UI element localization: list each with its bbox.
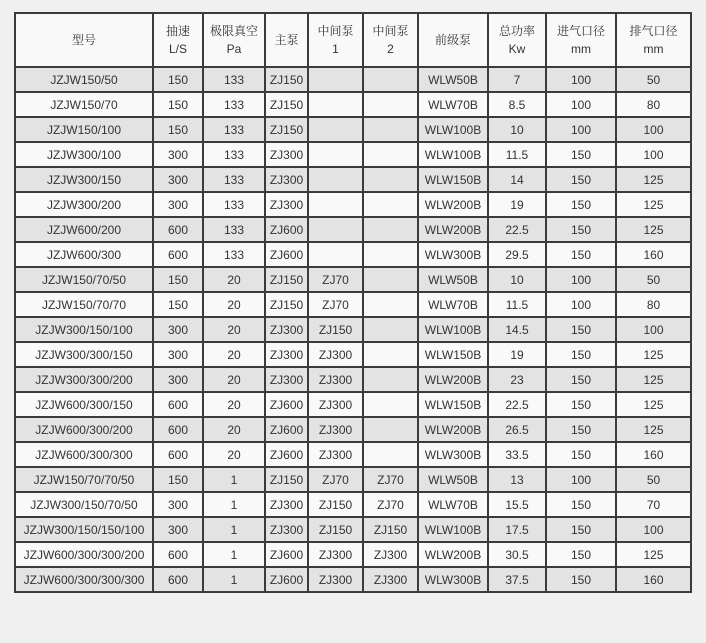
table-cell: 125 [616, 367, 691, 392]
table-cell: 600 [153, 542, 203, 567]
table-cell: WLW50B [418, 267, 488, 292]
table-cell: WLW200B [418, 542, 488, 567]
table-cell: ZJ300 [308, 442, 363, 467]
table-cell [363, 292, 418, 317]
table-row [15, 392, 691, 417]
table-cell: WLW100B [418, 517, 488, 542]
table-cell: ZJ300 [308, 367, 363, 392]
column-header-label: 总功率 [498, 24, 535, 38]
column-header-label: 主泵 [274, 33, 299, 47]
table-cell: JZJW300/150/70/50 [15, 492, 153, 517]
table-cell: 133 [203, 92, 265, 117]
column-header-unit: mm [643, 42, 664, 56]
table-cell: 11.5 [488, 142, 546, 167]
table-cell: 37.5 [488, 567, 546, 592]
table-cell: WLW50B [418, 67, 488, 92]
column-header-unit: Kw [508, 42, 526, 56]
table-cell [308, 192, 363, 217]
table-cell: 22.5 [488, 392, 546, 417]
table-cell: 100 [546, 117, 616, 142]
table-row [15, 342, 691, 367]
table-cell: 300 [153, 167, 203, 192]
table-cell: 300 [153, 492, 203, 517]
table-cell: JZJW150/70/70/50 [15, 467, 153, 492]
table-cell: 11.5 [488, 292, 546, 317]
table-cell: 1 [203, 517, 265, 542]
table-cell: 1 [203, 542, 265, 567]
table-cell: JZJW600/300/300/200 [15, 542, 153, 567]
table-cell [363, 392, 418, 417]
table-cell: ZJ70 [308, 267, 363, 292]
table-cell: 100 [616, 117, 691, 142]
table-cell: 125 [616, 417, 691, 442]
table-cell: JZJW300/300/200 [15, 367, 153, 392]
table-cell: ZJ300 [265, 142, 308, 167]
table-cell: JZJW150/70/50 [15, 267, 153, 292]
table-cell: JZJW150/70/70 [15, 292, 153, 317]
table-cell: JZJW600/200 [15, 217, 153, 242]
table-cell [363, 142, 418, 167]
table-cell: 14.5 [488, 317, 546, 342]
table-cell [308, 242, 363, 267]
table-row [15, 92, 691, 117]
pump-spec-table [14, 12, 692, 593]
table-row [15, 467, 691, 492]
table-cell [363, 242, 418, 267]
table-cell: 150 [546, 317, 616, 342]
table-cell: 1 [203, 567, 265, 592]
table-cell: 133 [203, 142, 265, 167]
table-cell: JZJW150/70 [15, 92, 153, 117]
table-cell: ZJ300 [265, 367, 308, 392]
column-header-label: 中间泵 [372, 24, 409, 38]
column-header-5 [363, 13, 418, 67]
table-cell: ZJ150 [308, 317, 363, 342]
table-cell: 100 [546, 292, 616, 317]
column-header-label: 极限真空 [209, 24, 258, 38]
table-cell: 50 [616, 67, 691, 92]
table-cell: WLW200B [418, 217, 488, 242]
column-header-label: 排气口径 [629, 24, 678, 38]
table-cell: ZJ300 [308, 342, 363, 367]
table-cell [363, 417, 418, 442]
table-cell: ZJ300 [308, 567, 363, 592]
table-cell: 26.5 [488, 417, 546, 442]
table-cell: 100 [546, 92, 616, 117]
column-header-4 [308, 13, 363, 67]
table-row [15, 192, 691, 217]
table-row [15, 67, 691, 92]
table-cell: ZJ600 [265, 217, 308, 242]
table-row [15, 492, 691, 517]
table-cell: ZJ70 [308, 467, 363, 492]
table-cell: 7 [488, 67, 546, 92]
column-header-8 [546, 13, 616, 67]
column-header-unit: 2 [387, 42, 394, 56]
table-cell: 17.5 [488, 517, 546, 542]
column-header-label: 前级泵 [434, 33, 471, 47]
table-row [15, 242, 691, 267]
table-cell: 150 [546, 192, 616, 217]
column-header-3 [265, 13, 308, 67]
table-cell: 300 [153, 342, 203, 367]
table-cell: 100 [616, 517, 691, 542]
table-cell: 150 [546, 342, 616, 367]
table-cell [363, 267, 418, 292]
table-cell: 13 [488, 467, 546, 492]
table-cell: ZJ150 [265, 292, 308, 317]
table-cell: 600 [153, 417, 203, 442]
table-cell: JZJW150/50 [15, 67, 153, 92]
table-cell: 14 [488, 167, 546, 192]
table-cell: 160 [616, 242, 691, 267]
table-cell: ZJ150 [308, 492, 363, 517]
table-header [15, 13, 691, 67]
table-cell: ZJ600 [265, 567, 308, 592]
table-cell: WLW200B [418, 192, 488, 217]
table-cell: 30.5 [488, 542, 546, 567]
table-cell: 133 [203, 67, 265, 92]
table-cell: JZJW300/150 [15, 167, 153, 192]
table-cell: 150 [546, 242, 616, 267]
table-cell [308, 142, 363, 167]
table-cell: 150 [153, 467, 203, 492]
table-cell: 133 [203, 242, 265, 267]
table-cell: ZJ70 [308, 292, 363, 317]
table-cell: 150 [546, 217, 616, 242]
column-header-label: 中间泵 [317, 24, 354, 38]
table-cell: JZJW300/150/150/100 [15, 517, 153, 542]
table-cell: JZJW600/300 [15, 242, 153, 267]
table-cell [363, 317, 418, 342]
table-cell: 150 [153, 267, 203, 292]
table-cell: ZJ150 [265, 92, 308, 117]
table-cell: 10 [488, 267, 546, 292]
table-cell: 300 [153, 367, 203, 392]
table-cell: ZJ600 [265, 392, 308, 417]
table-cell: 50 [616, 467, 691, 492]
table-cell [308, 117, 363, 142]
table-cell: 600 [153, 567, 203, 592]
table-cell: JZJW600/300/150 [15, 392, 153, 417]
table-cell: ZJ300 [308, 417, 363, 442]
table-cell: 100 [616, 317, 691, 342]
table-cell: JZJW300/200 [15, 192, 153, 217]
table-cell: JZJW600/300/200 [15, 417, 153, 442]
table-cell: 300 [153, 192, 203, 217]
table-cell: 600 [153, 242, 203, 267]
column-header-2 [203, 13, 265, 67]
column-header-unit: mm [571, 42, 591, 56]
table-cell [363, 92, 418, 117]
table-cell: 20 [203, 292, 265, 317]
table-cell: ZJ300 [265, 492, 308, 517]
table-row [15, 517, 691, 542]
table-cell [363, 117, 418, 142]
table-row [15, 167, 691, 192]
table-cell: 29.5 [488, 242, 546, 267]
table-row [15, 267, 691, 292]
table-cell [308, 217, 363, 242]
table-cell: 125 [616, 192, 691, 217]
table-cell: ZJ150 [308, 517, 363, 542]
column-header-unit: 1 [332, 42, 339, 56]
table-row [15, 292, 691, 317]
table-cell: 20 [203, 317, 265, 342]
table-cell: JZJW300/150/100 [15, 317, 153, 342]
table-cell: 20 [203, 342, 265, 367]
table-cell: 1 [203, 492, 265, 517]
table-cell: 19 [488, 192, 546, 217]
table-cell: ZJ70 [363, 467, 418, 492]
table-cell: ZJ600 [265, 242, 308, 267]
table-cell: 150 [153, 92, 203, 117]
table-cell [363, 342, 418, 367]
table-cell: 19 [488, 342, 546, 367]
table-row [15, 442, 691, 467]
table-cell: 133 [203, 167, 265, 192]
column-header-6 [418, 13, 488, 67]
table-cell: 1 [203, 467, 265, 492]
header-row [15, 13, 691, 67]
table-cell [363, 367, 418, 392]
table-cell: ZJ300 [265, 192, 308, 217]
table-cell: ZJ300 [308, 542, 363, 567]
table-cell: 22.5 [488, 217, 546, 242]
table-cell: 80 [616, 92, 691, 117]
table-cell: ZJ150 [363, 517, 418, 542]
column-header-label: 抽速 [165, 24, 190, 38]
table-cell [363, 217, 418, 242]
table-cell: 10 [488, 117, 546, 142]
table-cell: 150 [153, 67, 203, 92]
table-cell: JZJW300/100 [15, 142, 153, 167]
table-cell: 125 [616, 167, 691, 192]
table-cell: 80 [616, 292, 691, 317]
table-cell: WLW300B [418, 567, 488, 592]
table-cell: 600 [153, 442, 203, 467]
table-cell: 150 [546, 567, 616, 592]
table-cell: WLW200B [418, 367, 488, 392]
table-cell [308, 167, 363, 192]
table-cell [308, 92, 363, 117]
table-cell: ZJ300 [363, 542, 418, 567]
table-cell: 133 [203, 192, 265, 217]
table-cell [363, 442, 418, 467]
table-cell: 100 [546, 467, 616, 492]
table-row [15, 367, 691, 392]
table-cell: 20 [203, 417, 265, 442]
table-row [15, 142, 691, 167]
table-cell: 150 [546, 142, 616, 167]
table-cell: ZJ600 [265, 542, 308, 567]
table-cell: 600 [153, 217, 203, 242]
table-cell [363, 67, 418, 92]
table-cell: 150 [153, 292, 203, 317]
column-header-0 [15, 13, 153, 67]
table-cell: 100 [546, 267, 616, 292]
table-cell: ZJ150 [265, 117, 308, 142]
table-cell: 20 [203, 367, 265, 392]
table-row [15, 217, 691, 242]
table-cell: WLW100B [418, 317, 488, 342]
table-cell: 70 [616, 492, 691, 517]
table-cell: ZJ300 [308, 392, 363, 417]
table-cell: 300 [153, 317, 203, 342]
table-cell: 15.5 [488, 492, 546, 517]
table-cell: 300 [153, 142, 203, 167]
table-cell: WLW100B [418, 117, 488, 142]
table-cell: WLW300B [418, 442, 488, 467]
table-cell: JZJW300/300/150 [15, 342, 153, 367]
table-cell: 160 [616, 442, 691, 467]
column-header-7 [488, 13, 546, 67]
table-cell: 150 [546, 542, 616, 567]
table-row [15, 542, 691, 567]
table-cell: 100 [616, 142, 691, 167]
table-row [15, 417, 691, 442]
table-cell: JZJW150/100 [15, 117, 153, 142]
table-cell: WLW150B [418, 392, 488, 417]
table-cell: ZJ600 [265, 442, 308, 467]
table-cell: WLW70B [418, 292, 488, 317]
table-cell: WLW150B [418, 167, 488, 192]
column-header-unit: L/S [168, 42, 187, 56]
column-header-label: 型号 [71, 33, 96, 47]
table-cell: WLW100B [418, 142, 488, 167]
table-cell: ZJ300 [265, 517, 308, 542]
table-row [15, 567, 691, 592]
table-cell: 150 [546, 392, 616, 417]
table-cell: WLW70B [418, 492, 488, 517]
table-cell: 125 [616, 542, 691, 567]
table-cell: 150 [546, 517, 616, 542]
table-cell: WLW150B [418, 342, 488, 367]
table-cell: ZJ150 [265, 467, 308, 492]
table-cell: 160 [616, 567, 691, 592]
table-cell: 133 [203, 117, 265, 142]
column-header-1 [153, 13, 203, 67]
table-cell: 23 [488, 367, 546, 392]
table-cell: 20 [203, 267, 265, 292]
table-cell: WLW70B [418, 92, 488, 117]
table-cell [308, 67, 363, 92]
table-cell: 8.5 [488, 92, 546, 117]
table-cell: WLW50B [418, 467, 488, 492]
table-cell: 150 [546, 367, 616, 392]
table-cell: ZJ300 [265, 342, 308, 367]
table-cell: 150 [153, 117, 203, 142]
table-cell: 300 [153, 517, 203, 542]
table-cell: ZJ300 [265, 167, 308, 192]
table-cell: 133 [203, 217, 265, 242]
table-cell: 20 [203, 442, 265, 467]
column-header-unit: Pa [226, 42, 242, 56]
table-cell: 150 [546, 492, 616, 517]
column-header-9 [616, 13, 691, 67]
table-cell: 150 [546, 167, 616, 192]
table-cell: ZJ150 [265, 267, 308, 292]
table-cell: 100 [546, 67, 616, 92]
table-cell: JZJW600/300/300/300 [15, 567, 153, 592]
table-cell: ZJ300 [363, 567, 418, 592]
table-cell: ZJ70 [363, 492, 418, 517]
table-cell: 125 [616, 392, 691, 417]
table-cell: ZJ600 [265, 417, 308, 442]
table-cell: 150 [546, 442, 616, 467]
table-cell [363, 192, 418, 217]
table-row [15, 117, 691, 142]
table-cell: 600 [153, 392, 203, 417]
table-cell: JZJW600/300/300 [15, 442, 153, 467]
table-cell: 125 [616, 217, 691, 242]
table-cell: ZJ300 [265, 317, 308, 342]
table-row [15, 317, 691, 342]
table-cell: 20 [203, 392, 265, 417]
table-cell: 33.5 [488, 442, 546, 467]
table-cell: ZJ150 [265, 67, 308, 92]
table-cell: 125 [616, 342, 691, 367]
column-header-label: 进气口径 [556, 24, 605, 38]
table-cell: WLW300B [418, 242, 488, 267]
table-cell [363, 167, 418, 192]
table-cell: WLW200B [418, 417, 488, 442]
table-cell: 150 [546, 417, 616, 442]
table-cell: 50 [616, 267, 691, 292]
